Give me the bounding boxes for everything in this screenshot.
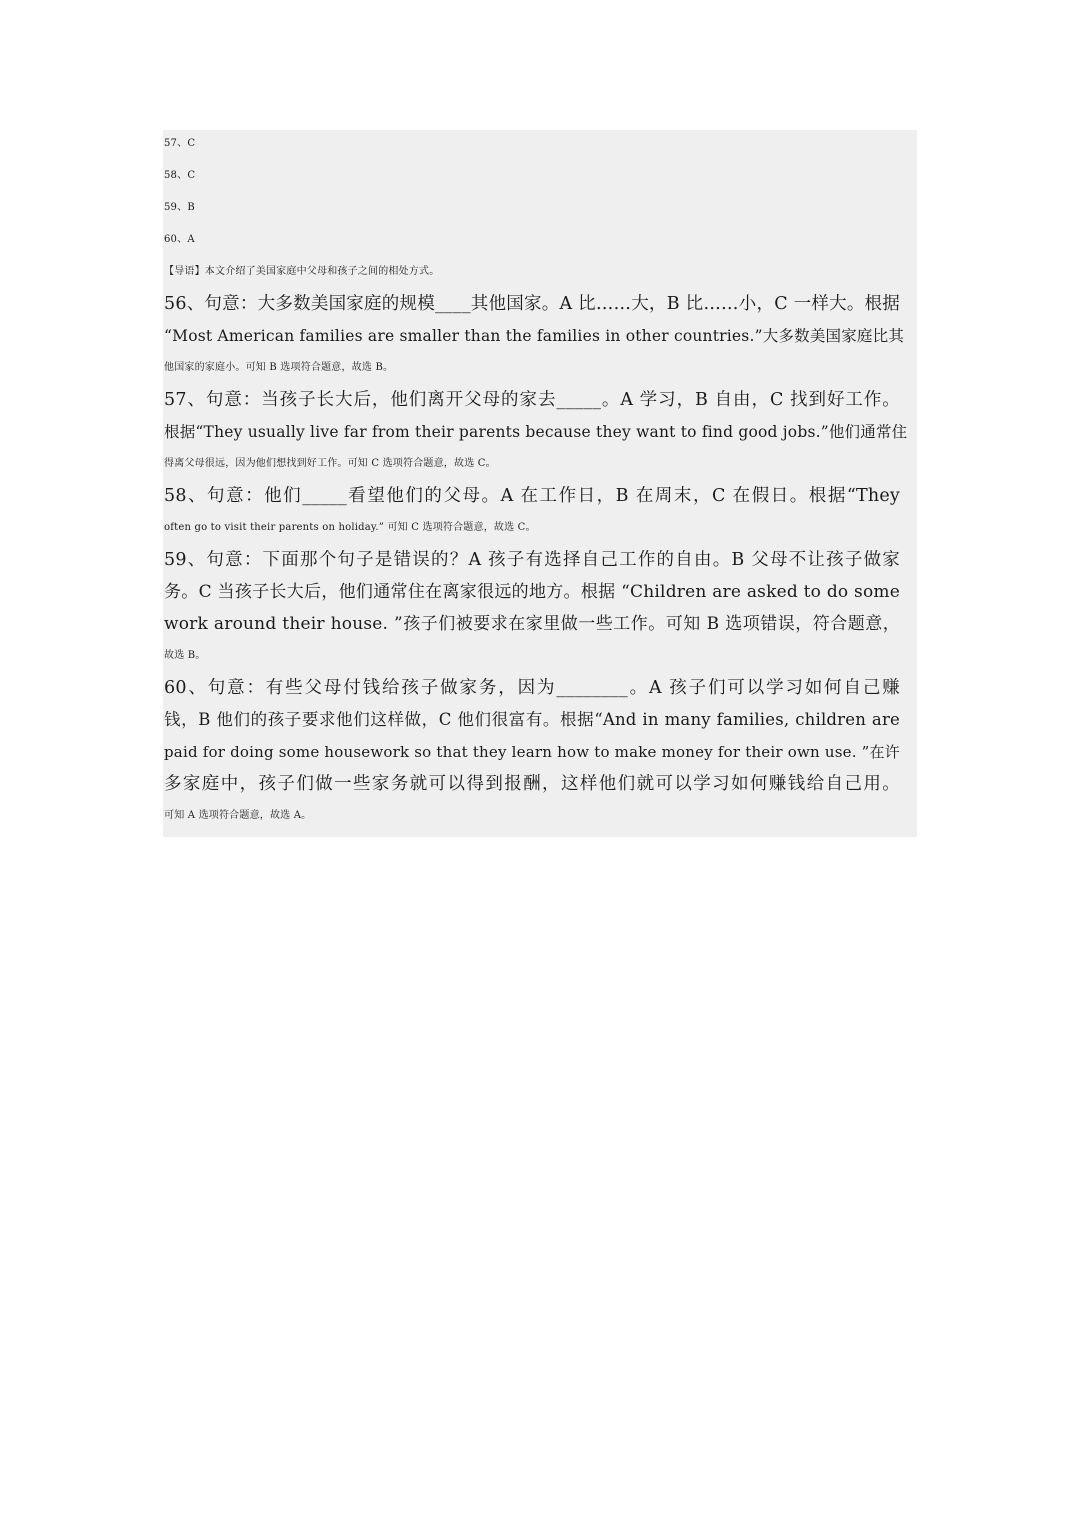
explanation-59-line-3: work around their house. ”孩子们被要求在家里做一些工作。可知 B 选项错误，符合题意， xyxy=(164,614,900,634)
explanation-60-line-2: 钱，B 他们的孩子要求他们这样做，C 他们很富有。根据“And in many families, children are xyxy=(164,710,900,729)
explanation-57-line-3: 得离父母很远，因为他们想找到好工作。可知 C 选项符合题意，故选 C。 xyxy=(164,458,496,469)
explanation-57-line-2: 根据“They usually live far from their parents because they want to find good jobs.”他们通常住 xyxy=(164,423,908,441)
explanation-57-line-1: 57、句意：当孩子长大后，他们离开父母的家去_____。A 学习，B 自由，C 找到好工作。 xyxy=(164,390,900,410)
answer-58: 58、C xyxy=(164,170,196,181)
explanation-60-line-4: 多家庭中，孩子们做一些家务就可以得到报酬，这样他们就可以学习如何赚钱给自己用。 xyxy=(164,774,900,794)
answer-59: 59、B xyxy=(164,202,195,213)
explanation-60-line-1: 60、句意：有些父母付钱给孩子做家务，因为________。A 孩子们可以学习如何自己赚 xyxy=(164,678,900,698)
answer-60: 60、A xyxy=(164,234,195,245)
answer-explanation-block xyxy=(163,130,917,837)
explanation-59-line-4: 故选 B。 xyxy=(164,650,206,661)
explanation-59-line-2: 务。C 当孩子长大后，他们通常住在离家很远的地方。根据 “Children are asked to do some xyxy=(164,582,900,602)
explanation-59-line-1: 59、句意：下面那个句子是错误的？A 孩子有选择自己工作的自由。B 父母不让孩子做家 xyxy=(164,550,900,570)
answer-57: 57、C xyxy=(164,138,196,149)
explanation-58-line-1: 58、句意：他们_____看望他们的父母。A 在工作日，B 在周末，C 在假日。根据“They xyxy=(164,486,900,506)
explanation-60-line-5: 可知 A 选项符合题意，故选 A。 xyxy=(164,810,312,821)
explanation-58-line-2: often go to visit their parents on holiday.” 可知 C 选项符合题意，故选 C。 xyxy=(164,522,536,533)
explanation-60-line-3: paid for doing some housework so that they learn how to make money for their own use. ”在许 xyxy=(164,743,900,761)
explanation-56-line-1: 56、句意：大多数美国家庭的规模____其他国家。A 比……大，B 比……小，C 一样大。根据 xyxy=(164,294,900,314)
intro-line: 【导语】本文介绍了美国家庭中父母和孩子之间的相处方式。 xyxy=(164,266,440,277)
explanation-56-line-3: 他国家的家庭小。可知 B 选项符合题意，故选 B。 xyxy=(164,362,394,373)
explanation-56-line-2: “Most American families are smaller than the families in other countries.”大多数美国家庭比其 xyxy=(164,327,905,345)
